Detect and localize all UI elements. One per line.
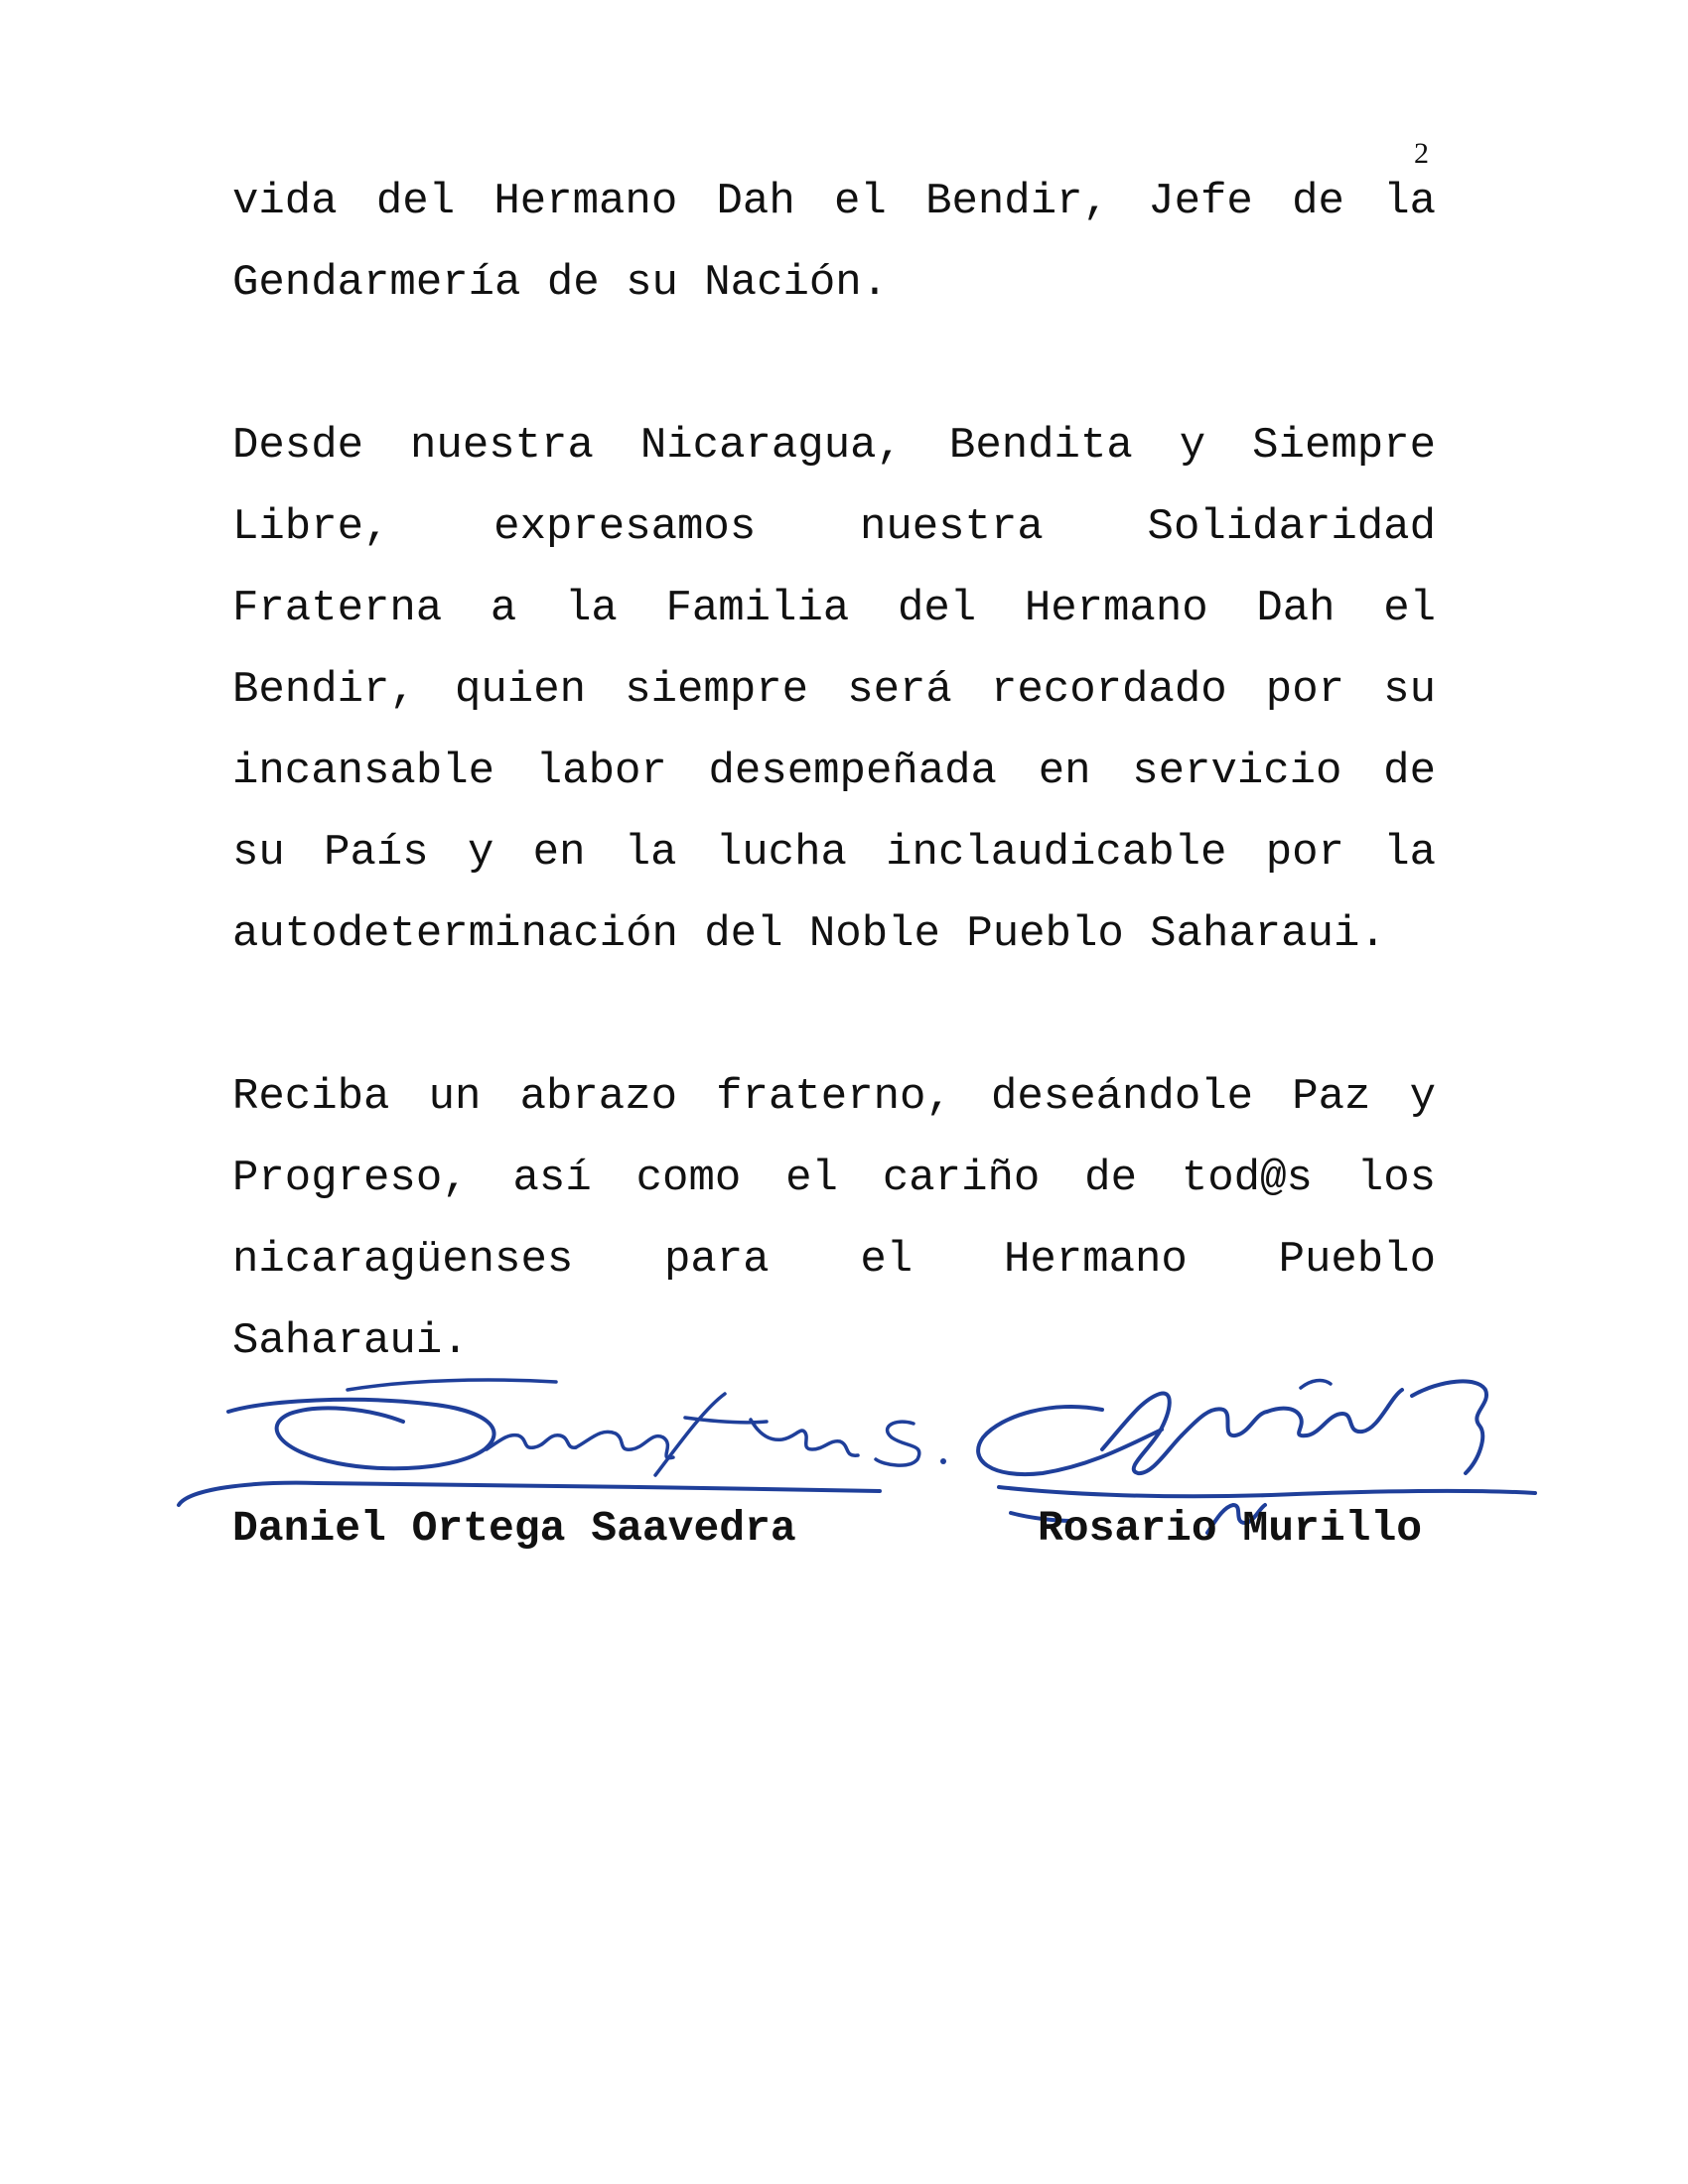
paragraph-2: Desde nuestra Nicaragua, Bendita y Siempre Libre, expresamos nuestra Solidaridad Fraterna a la Familia del Hermano Dah el Bendir, quien siempre será recordado por su incansable labor desempeñada en servicio de su País y en la lucha inclaudicable por la autodeterminación del Noble Pueblo Saharaui. (232, 421, 1436, 959)
paragraph-3: Reciba un abrazo fraterno, deseándole Paz y Progreso, así como el cariño de tod@s los nicaragüenses para el Hermano Pueblo Saharaui. (232, 1072, 1436, 1366)
signature-daniel-ortega (179, 1380, 946, 1505)
signer-name-daniel-ortega: Daniel Ortega Saavedra (232, 1504, 796, 1553)
page-number: 2 (1414, 137, 1429, 170)
signer-name-rosario-murillo: Rosario Murillo (1038, 1504, 1423, 1553)
paragraph-1: vida del Hermano Dah el Bendir, Jefe de la Gendarmería de su Nación. (232, 177, 1436, 308)
